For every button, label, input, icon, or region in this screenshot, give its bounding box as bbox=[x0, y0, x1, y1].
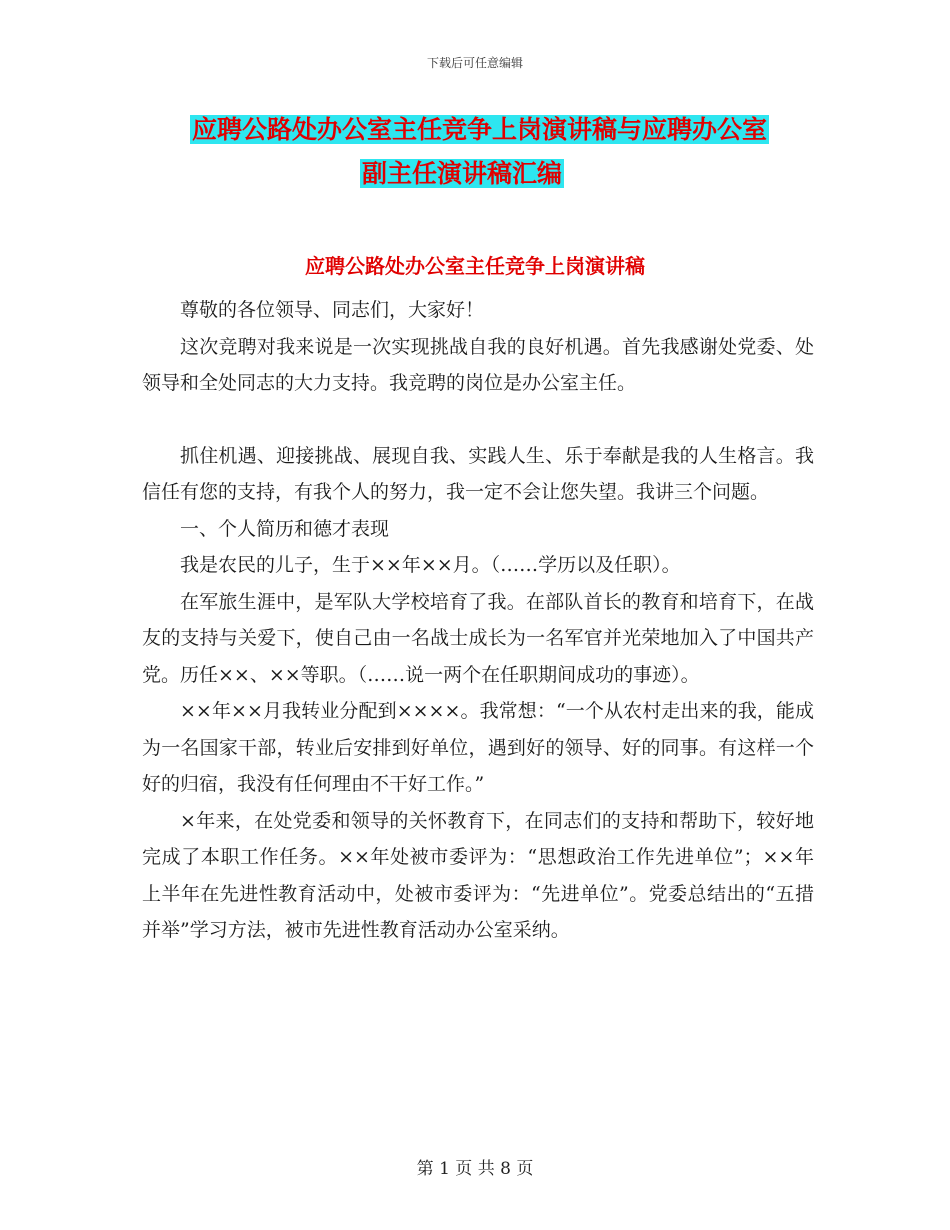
subheading: 一、个人简历和德才表现 bbox=[180, 517, 390, 540]
title-highlight: 副主任演讲稿汇编 bbox=[362, 159, 563, 188]
paragraph-greeting: 尊敬的各位领导、同志们，大家好！ bbox=[180, 299, 485, 321]
document-title-line-2 bbox=[360, 156, 590, 192]
paragraph: 抓住机遇、迎接挑战、展现自我、实践人生、乐于奉献是我的人生格言。我信任有您的支持，有我个人的努力，我一定不会让您失望。我讲三个问题。 bbox=[142, 444, 814, 503]
document-title-line-1 bbox=[190, 112, 810, 148]
paragraph: 我是农民的儿子，生于××年××月。（……学历以及任职）。 bbox=[180, 554, 681, 576]
title-highlight: 应聘公路处办公室主任竞争上岗演讲稿与应聘办公室 bbox=[192, 115, 768, 144]
paragraph: 这次竞聘对我来说是一次实现挑战自我的良好机遇。首先我感谢处党委、处领导和全处同志的大力支持。我竞聘的岗位是办公室主任。 bbox=[142, 335, 814, 394]
section-title: 应聘公路处办公室主任竞争上岗演讲稿 bbox=[305, 254, 645, 278]
document-body bbox=[142, 292, 814, 949]
paragraph: ×年来，在处党委和领导的关怀教育下，在同志们的支持和帮助下，较好地完成了本职工作任务。××年处被市委评为：“思想政治工作先进单位”；××年上半年在先进性教育活动中，处被市委评为：“先进单位”。党委总结出的“五措并举”学习方法，被市先进性教育活动办公室采纳。 bbox=[142, 809, 814, 941]
header-note: 下载后可任意编辑 bbox=[426, 56, 523, 70]
page-footer: 第 1 页 共 8 页 bbox=[416, 1159, 534, 1179]
paragraph: 在军旅生涯中，是军队大学校培育了我。在部队首长的教育和培育下，在战友的支持与关爱下，使自己由一名战士成长为一名军官并光荣地加入了中国共产党。历任××、××等职。（……说一两个在任职期间成功的事迹）。 bbox=[142, 590, 814, 686]
paragraph: ××年××月我转业分配到××××。我常想：“一个从农村走出来的我，能成为一名国家干部，转业后安排到好单位，遇到好的领导、好的同事。有这样一个好的归宿，我没有任何理由不干好工作。” bbox=[142, 700, 814, 795]
